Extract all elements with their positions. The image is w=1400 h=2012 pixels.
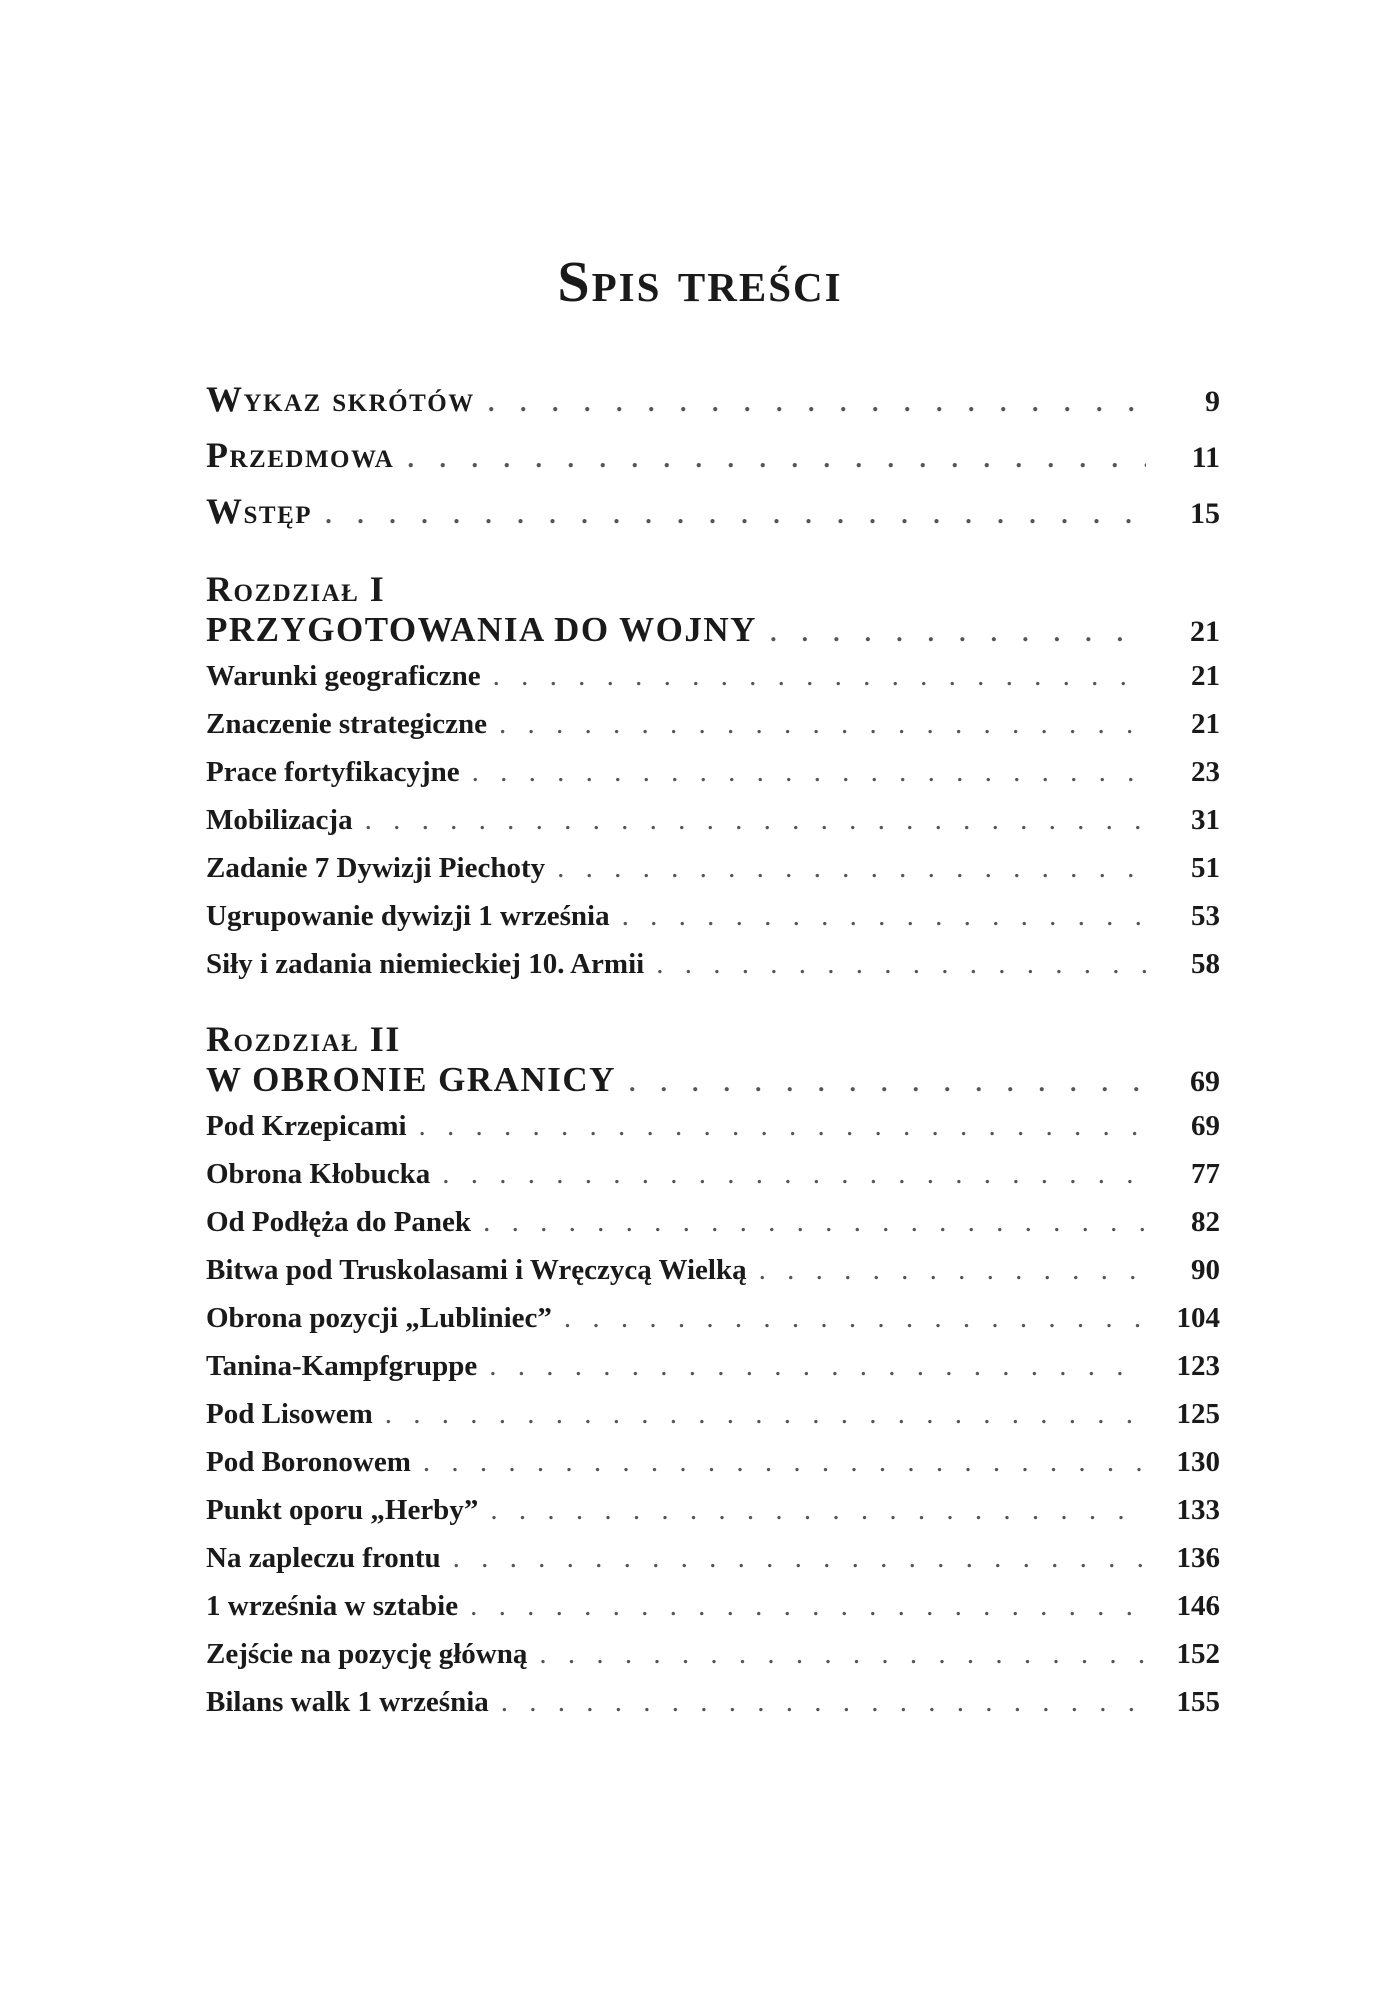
dot-leader xyxy=(470,1590,1146,1623)
toc-entry-label: Wykaz skrótów xyxy=(206,379,475,419)
toc-entry-abbreviations[interactable] xyxy=(206,378,1220,434)
toc-entry-page: 133 xyxy=(1176,1494,1220,1526)
toc-entry-label: Prace fortyfikacyjne xyxy=(206,756,460,788)
toc-entry[interactable] xyxy=(206,756,1220,804)
dot-leader xyxy=(490,1494,1146,1527)
toc-entry-page: 90 xyxy=(1191,1254,1220,1286)
toc-entry-label: Na zapleczu frontu xyxy=(206,1542,441,1574)
dot-leader xyxy=(564,1302,1146,1335)
dot-leader xyxy=(406,434,1146,476)
toc-entry-page: 155 xyxy=(1176,1686,1220,1718)
toc-entry-chapter-title[interactable] xyxy=(206,610,1220,660)
toc-entry-page: 130 xyxy=(1176,1446,1220,1478)
toc-entry-label: Mobilizacja xyxy=(206,804,353,836)
dot-leader xyxy=(487,378,1146,420)
dot-leader xyxy=(539,1638,1146,1671)
toc-entry-page: 9 xyxy=(1205,385,1220,418)
toc-entry[interactable] xyxy=(206,804,1220,852)
toc-entry[interactable] xyxy=(206,1254,1220,1302)
toc-entry-label: Pod Krzepicami xyxy=(206,1110,407,1142)
page-title: Spis treści xyxy=(557,249,843,314)
toc-entry-label: Bilans walk 1 września xyxy=(206,1686,489,1718)
chapter-title: W OBRONIE GRANICY xyxy=(206,1060,616,1099)
toc-entry[interactable] xyxy=(206,1398,1220,1446)
toc-entry-label: Zejście na pozycję główną xyxy=(206,1638,528,1670)
dot-leader xyxy=(656,948,1146,981)
toc-entry-chapter-title[interactable] xyxy=(206,1060,1220,1110)
toc-entry[interactable] xyxy=(206,1446,1220,1494)
toc-entry-page: 23 xyxy=(1191,756,1220,788)
toc-entry-label: Zadanie 7 Dywizji Piechoty xyxy=(206,852,546,884)
toc-entry-page: 123 xyxy=(1176,1350,1220,1382)
toc-entry[interactable] xyxy=(206,1638,1220,1686)
dot-leader xyxy=(622,900,1146,933)
toc-entry-label: Przedmowa xyxy=(206,435,395,475)
toc-entry-label: Pod Boronowem xyxy=(206,1446,411,1478)
toc-entry-label: Obrona pozycji „Lubliniec” xyxy=(206,1302,552,1334)
dot-leader xyxy=(385,1398,1146,1431)
toc-entry[interactable] xyxy=(206,1110,1220,1158)
toc-entry[interactable] xyxy=(206,708,1220,756)
dot-leader xyxy=(324,490,1146,532)
toc-entry-label: 1 września w sztabie xyxy=(206,1590,459,1622)
toc-entry[interactable] xyxy=(206,1494,1220,1542)
toc-entry-label: Wstęp xyxy=(206,491,313,531)
toc-entry[interactable] xyxy=(206,948,1220,996)
toc-entry-label: Warunki geograficzne xyxy=(206,660,481,692)
toc-entry-label: Bitwa pod Truskolasami i Wręczycą Wielką xyxy=(206,1254,747,1286)
toc-entry-page: 69 xyxy=(1190,1065,1220,1098)
toc-entry[interactable] xyxy=(206,900,1220,948)
dot-leader xyxy=(419,1110,1146,1143)
toc-entry-page: 125 xyxy=(1176,1398,1220,1430)
dot-leader xyxy=(489,1350,1146,1383)
toc-entry-page: 77 xyxy=(1191,1158,1220,1190)
toc-entry[interactable] xyxy=(206,1350,1220,1398)
toc-entry[interactable] xyxy=(206,1686,1220,1734)
dot-leader xyxy=(769,610,1146,650)
toc-entry-label: Od Podłęża do Panek xyxy=(206,1206,472,1238)
dot-leader xyxy=(365,804,1146,837)
toc-entry-preface[interactable] xyxy=(206,434,1220,490)
toc-entry-page: 11 xyxy=(1191,441,1220,474)
toc-entry-label: Tanina-Kampfgruppe xyxy=(206,1350,478,1382)
toc-entry[interactable] xyxy=(206,1542,1220,1590)
toc-entry-label: Znaczenie strategiczne xyxy=(206,708,488,740)
dot-leader xyxy=(557,852,1146,885)
toc-entry-page: 15 xyxy=(1190,497,1220,530)
toc-entry-page: 53 xyxy=(1191,900,1220,932)
chapter-heading: Rozdział II xyxy=(206,1019,401,1059)
toc-entry-page: 21 xyxy=(1191,708,1220,740)
toc-entry[interactable] xyxy=(206,1590,1220,1638)
dot-leader xyxy=(423,1446,1146,1479)
toc-entry-page: 152 xyxy=(1176,1638,1220,1670)
dot-leader xyxy=(483,1206,1146,1239)
dot-leader xyxy=(628,1060,1146,1100)
toc-entry[interactable] xyxy=(206,660,1220,708)
toc-entry-page: 136 xyxy=(1176,1542,1220,1574)
toc-entry-page: 69 xyxy=(1191,1110,1220,1142)
toc-entry-label: Siły i zadania niemieckiej 10. Armii xyxy=(206,948,645,980)
toc-entry-introduction[interactable] xyxy=(206,490,1220,546)
toc-entry-page: 21 xyxy=(1190,615,1220,648)
toc-entry-page: 146 xyxy=(1176,1590,1220,1622)
toc-entry-label: Punkt oporu „Herby” xyxy=(206,1494,479,1526)
toc-entry[interactable] xyxy=(206,1158,1220,1206)
dot-leader xyxy=(501,1686,1146,1719)
toc-entry-page: 104 xyxy=(1176,1302,1220,1334)
toc-entry-page: 58 xyxy=(1191,948,1220,980)
chapter-1 xyxy=(206,568,1220,996)
chapter-title: PRZYGOTOWANIA DO WOJNY xyxy=(206,610,757,649)
dot-leader xyxy=(442,1158,1146,1191)
toc-entry-page: 31 xyxy=(1191,804,1220,836)
chapter-2 xyxy=(206,1018,1220,1734)
toc-entry-label: Pod Lisowem xyxy=(206,1398,373,1430)
toc-entry-label: Ugrupowanie dywizji 1 września xyxy=(206,900,610,932)
toc-entry-page: 21 xyxy=(1191,660,1220,692)
table-of-contents xyxy=(206,378,1220,1734)
dot-leader xyxy=(453,1542,1146,1575)
toc-entry-page: 82 xyxy=(1191,1206,1220,1238)
dot-leader xyxy=(499,708,1146,741)
toc-entry[interactable] xyxy=(206,1206,1220,1254)
dot-leader xyxy=(759,1254,1146,1287)
toc-entry-label: Obrona Kłobucka xyxy=(206,1158,431,1190)
toc-entry[interactable] xyxy=(206,1302,1220,1350)
toc-entry-page: 51 xyxy=(1191,852,1220,884)
chapter-heading: Rozdział I xyxy=(206,569,386,609)
toc-entry[interactable] xyxy=(206,852,1220,900)
dot-leader xyxy=(472,756,1146,789)
dot-leader xyxy=(493,660,1146,693)
